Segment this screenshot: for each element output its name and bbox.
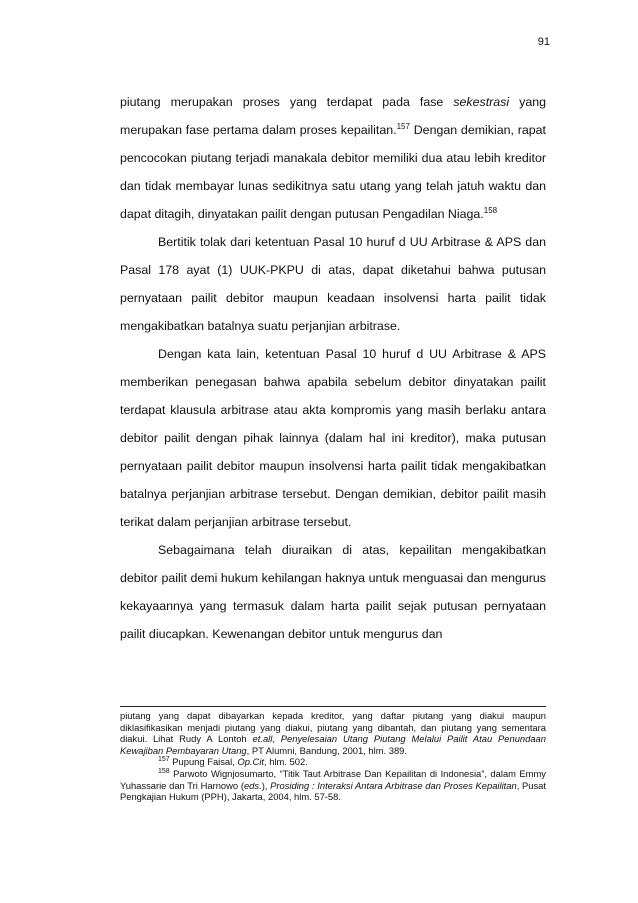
footnote-157: $^{157}$ Pupung Faisal, Op.Cit, hlm. 502. [158,756,308,768]
footnote-ref-158: 158 [483,206,498,215]
footnote-number: 158 [158,767,170,775]
paragraph-4: Sebagaimana telah diuraikan di atas, kepailitan mengakibatkan debitor pailit demi hukum kehilangan haknya untuk menguasai dan mengurus kekayaannya yang termasuk dalam harta pailit sejak putusan pernyataan pailit diucapkan. Kewenangan debitor untuk mengurus dan [120,543,546,641]
italic-term: sekestrasi [453,95,510,109]
footnotes [120,710,546,803]
paragraph-3: Dengan kata lain, ketentuan Pasal 10 huruf d UU Arbitrase & APS memberikan penegasan bahwa apabila sebelum debitor dinyatakan pailit terdapat klausula arbitrase atau akta kompromis yang masih berlaku antara debitor pailit dengan pihak lainnya (dalam hal ini kreditor), maka putusan pernyataan pailit debitor maupun insolvensi harta pailit tidak mengakibatkan batalnya perjanjian arbitrase tersebut. Dengan demikian, debitor pailit masih terikat dalam perjanjian arbitrase tersebut. [120,347,546,529]
paragraph-1: piutang merupakan proses yang terdapat pada fase sekestrasi yang merupakan fase pertama dalam proses kepailitan.$^{157}$ Dengan demikian, rapat pencocokan piutang terjadi manakala debitor memiliki dua atau lebih kreditor dan tidak membayar lunas sedikitnya satu utang yang telah jatuh waktu dan dapat ditagih, dinyatakan pailit dengan putusan Pengadilan Niaga.$^{158}$ [120,95,547,221]
footnote-continuation: piutang yang dapat dibayarkan kepada kreditor, yang daftar piutang yang diakui maupun diklasifikasikan menjadi piutang yang diakui, piutang yang dibantah, dan piutang yang sementara diakui. Lihat Rudy A Lontoh et.all, Penyelesaian Utang Piutang Melalui Pailit Atau Penundaan Kewajiban Pembayaran Utang, PT Alumni, Bandung, 2001, hlm. 389. [120,710,546,756]
paragraph-2: Bertitik tolak dari ketentuan Pasal 10 huruf d UU Arbitrase & APS dan Pasal 178 ayat (1) UUK-PKPU di atas, dapat diketahui bahwa putusan pernyataan pailit debitor maupun keadaan insolvensi harta pailit tidak mengakibatkan batalnya suatu perjanjian arbitrase. [120,235,546,333]
footnote-divider [120,706,546,707]
main-text [120,88,546,648]
footnote-ref-157: 157 [396,122,410,131]
page-number: 91 [537,36,550,48]
footnote-158: $^{158}$ Parwoto Wignjosumarto, “Titik Taut Arbitrase Dan Kepailitan di Indonesia”, dalam Emmy Yuhassarie dan Tri Harnowo (eds.), Prosiding : Interaksi Antara Arbitrase dan Proses Kepailitan, Pusat Pengkajian Hukum (PPH), Jakarta, 2004, hlm. 57-58. [120,767,546,803]
footnote-number: 157 [158,756,170,764]
